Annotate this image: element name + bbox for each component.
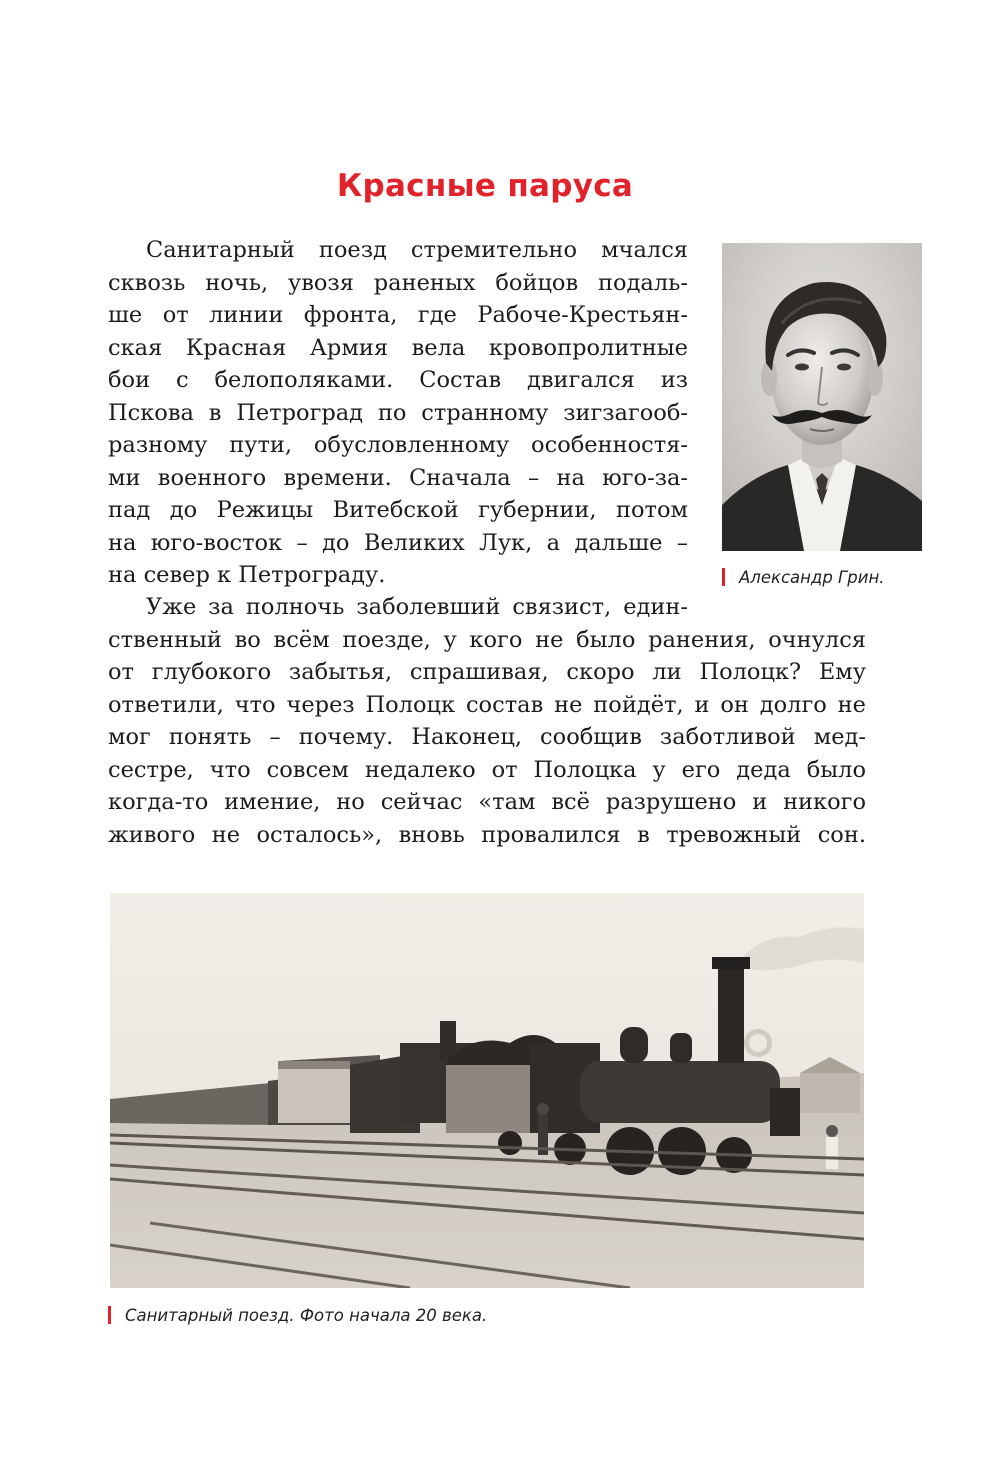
text-line: ми военного времени. Сначала – на юго-за- xyxy=(108,464,688,491)
portrait-photo xyxy=(722,243,922,551)
text-line: когда-то имение, но сейчас «там всё разрушено и никого xyxy=(108,789,866,815)
text-line: Пскова в Петроград по странному зигзагооб- xyxy=(108,399,688,426)
text-line: Уже за полночь заболевший связист, един- xyxy=(146,594,688,620)
photo-caption-text: Санитарный поезд. Фото начала 20 века. xyxy=(125,1306,488,1325)
text-line: пад до Режицы Витебской губернии, потом xyxy=(108,497,688,523)
text-line: мог понять – почему. Наконец, сообщив заботливой мед- xyxy=(108,724,866,750)
paragraph-1 xyxy=(108,234,688,592)
page-title: Красные паруса xyxy=(336,168,634,204)
text-line: Санитарный поезд стремительно мчался xyxy=(146,237,688,263)
photo-caption xyxy=(108,1306,487,1325)
text-line: ше от линии фронта, где Рабоче-Крестьян- xyxy=(108,302,688,328)
train-photo xyxy=(110,893,864,1288)
text-line: живого не осталось», вновь провалился в тревожный сон. xyxy=(108,821,866,848)
text-line: на юго-восток – до Великих Лук, а дальше – xyxy=(108,529,688,556)
paragraph-2 xyxy=(108,591,866,851)
portrait-caption xyxy=(722,568,884,587)
text-line: бои с белополяками. Состав двигался из xyxy=(108,367,688,393)
text-line: разному пути, обусловленному особенностя- xyxy=(108,432,688,458)
caption-marker xyxy=(108,1306,111,1324)
text-line: на север к Петрограду. xyxy=(108,562,386,588)
text-line: от глубокого забытья, спрашивая, скоро ли Полоцк? Ему xyxy=(108,659,866,685)
text-line: ответили, что через Полоцк состав не пойдёт, и он долго не xyxy=(108,691,866,718)
train-image xyxy=(110,893,864,1288)
portrait-image xyxy=(722,243,922,551)
text-line: сестре, что совсем недалеко от Полоцка у его деда было xyxy=(108,756,866,783)
text-line: ственный во всём поезде, у кого не было ранения, очнулся xyxy=(108,626,866,653)
text-line: ская Красная Армия вела кровопролитные xyxy=(108,334,688,361)
portrait-caption-text: Александр Грин. xyxy=(739,568,885,587)
text-line: сквозь ночь, увозя раненых бойцов подаль- xyxy=(108,269,688,296)
caption-marker xyxy=(722,568,725,586)
